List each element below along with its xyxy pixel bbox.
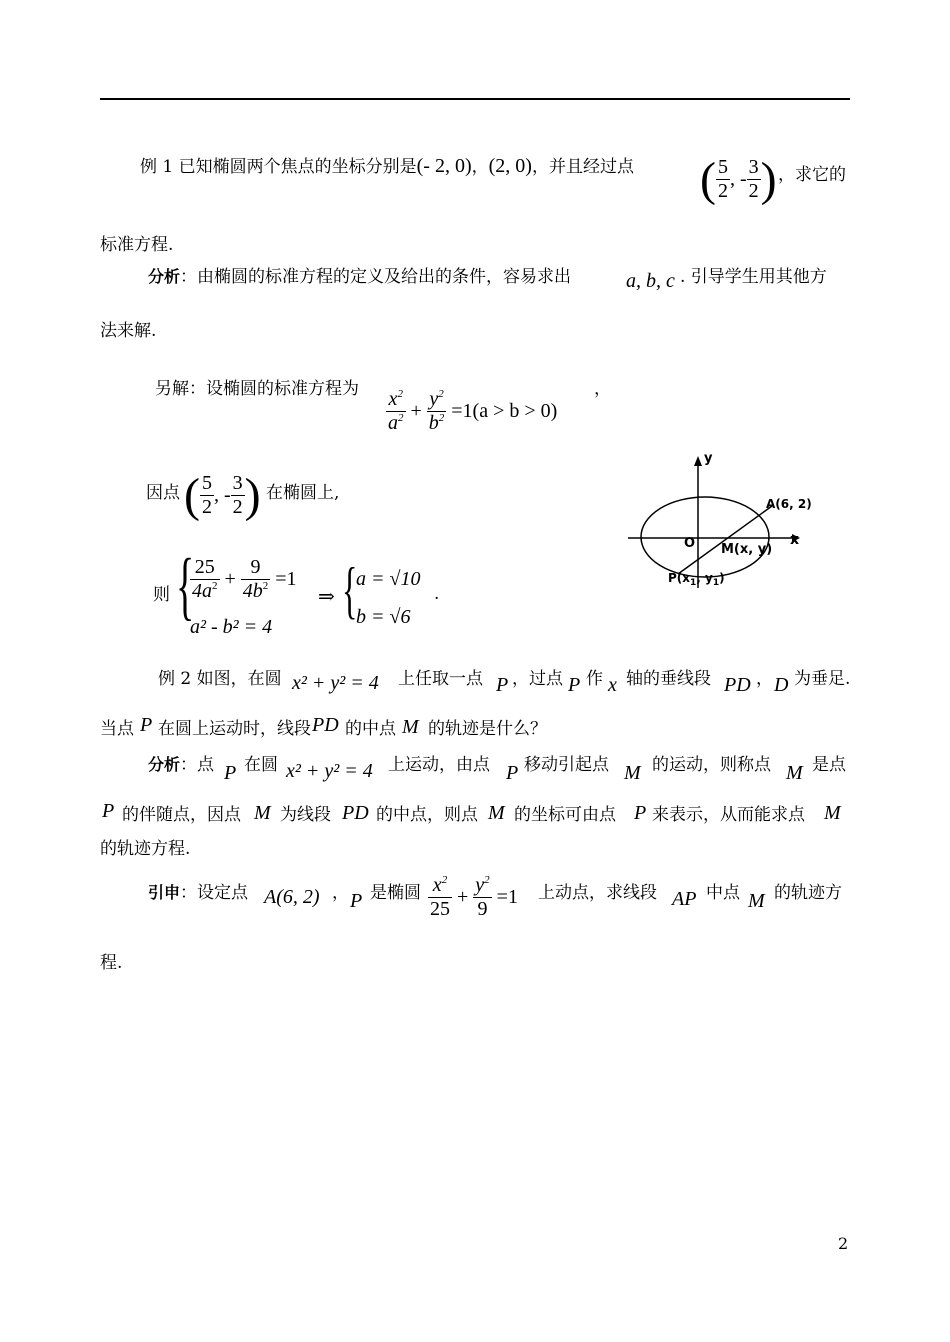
solution-a: a = √10 xyxy=(356,568,421,590)
fraction xyxy=(747,156,761,203)
text: ：点 xyxy=(180,755,215,775)
example-1-line-2: 标准方程. xyxy=(100,235,174,255)
circle-equation: x² + y² = 4 xyxy=(286,760,373,782)
text: 程. xyxy=(100,953,123,973)
text: 已知椭圆两个焦点的坐标分别是 xyxy=(178,157,417,177)
part: P(x xyxy=(668,571,691,585)
example-2-label: 例 2 xyxy=(158,669,192,689)
text: 移动引起点 xyxy=(524,755,609,775)
x-axis-label: x xyxy=(790,532,800,548)
var: b xyxy=(428,412,439,434)
origin-label: O xyxy=(684,536,696,551)
var-p: P xyxy=(102,800,115,822)
text: 作 xyxy=(586,669,603,689)
point-m-label: M(x, y) xyxy=(721,542,773,557)
text: 的中点 xyxy=(345,719,396,739)
text: 上任取一点 xyxy=(398,669,483,689)
var-p: P xyxy=(506,762,519,784)
sub: 1 xyxy=(712,578,720,588)
y-arrow xyxy=(694,456,702,466)
ellipse-equation-2: $\frac{x^2}{25}$ + $\frac{y^2}{9}$ =1 xyxy=(430,874,518,920)
text: ，并且经过点 xyxy=(531,157,634,177)
numerator: $x^2$ xyxy=(386,388,406,412)
example-1-label: 例 1 xyxy=(140,157,174,177)
analysis-2-label: 分析 xyxy=(148,755,181,774)
ellipse-curve xyxy=(641,497,769,577)
text: ， xyxy=(756,669,773,689)
text: 上动点，求线段 xyxy=(538,883,657,903)
denominator: $b^2$ xyxy=(428,412,445,434)
var-p: P xyxy=(224,762,237,784)
solution-period: . xyxy=(434,584,440,604)
analysis-2-line-1-start xyxy=(148,750,214,775)
separator: , - xyxy=(729,168,747,190)
var-p: P xyxy=(496,674,509,696)
example-1-line-1 xyxy=(140,152,634,178)
analysis-1-tail: . 引导学生用其他方 xyxy=(680,267,827,287)
denominator: $4a^2$ xyxy=(192,580,218,602)
analysis-1-line-2: 法来解. xyxy=(100,321,157,341)
numerator: $x^2$ xyxy=(428,874,452,898)
var-m: M xyxy=(254,802,271,824)
denominator: 2 xyxy=(201,496,212,518)
text: ， xyxy=(471,157,489,177)
text: 的伴随点，因点 xyxy=(122,805,241,825)
analysis-1-line-1 xyxy=(148,262,571,287)
left-brace-1: { xyxy=(176,544,195,628)
text: 在圆 xyxy=(244,755,278,775)
text: 如图，在圆 xyxy=(196,669,282,689)
text: 在圆上运动时，线段 xyxy=(158,719,311,739)
var-p: P xyxy=(634,802,647,824)
numerator: $y^2$ xyxy=(475,874,490,896)
var-pd: PD xyxy=(312,714,339,736)
var-m: M xyxy=(748,890,765,912)
numerator: 25 xyxy=(190,556,220,580)
text: 是椭圆 xyxy=(370,883,421,903)
denominator: $a^2$ xyxy=(388,412,404,434)
alt-solution-intro: 另解：设椭圆的标准方程为 xyxy=(155,379,359,399)
numerator: 9 xyxy=(241,556,271,580)
var: 4a xyxy=(192,580,212,602)
denominator: 2 xyxy=(232,496,243,518)
text: 的轨迹方程. xyxy=(100,839,191,859)
text: 上运动，由点 xyxy=(388,755,490,775)
var-pd: PD xyxy=(724,674,751,696)
text: ：设定点 xyxy=(180,883,249,903)
var-m: M xyxy=(624,762,641,784)
var: y xyxy=(475,874,485,896)
numerator: 5 xyxy=(201,472,212,494)
denominator: 2 xyxy=(717,180,728,202)
system-equation-1: $\frac{25}{4a^2}$ + $\frac{9}{4b^2}$ =1 xyxy=(192,556,297,602)
alt-point-intro: 因点 xyxy=(146,483,180,503)
text: 为垂足. xyxy=(794,669,851,689)
text: 的轨迹方 xyxy=(774,883,842,903)
left-brace-2: { xyxy=(342,554,358,625)
text: 的中点，则点 xyxy=(376,805,478,825)
then-label: 则 xyxy=(153,585,170,605)
text: 的轨迹是什么？ xyxy=(428,719,547,739)
circle-equation: x² + y² = 4 xyxy=(292,672,379,694)
var-p: P xyxy=(140,714,153,736)
var-p: P xyxy=(350,890,363,912)
focus-1: (- 2, 0) xyxy=(416,155,472,177)
var-x: x xyxy=(608,674,617,696)
part: ) xyxy=(719,571,725,585)
extension-line-start xyxy=(148,878,248,903)
var: x xyxy=(432,874,442,896)
var: x xyxy=(388,388,398,410)
text: ，过点 xyxy=(512,669,563,689)
var-m: M xyxy=(786,762,803,784)
page-number: 2 xyxy=(838,1234,849,1253)
var-m: M xyxy=(488,802,505,824)
var: y xyxy=(429,388,439,410)
text: 当点 xyxy=(100,719,134,739)
fraction xyxy=(231,472,245,519)
point-p-label xyxy=(668,571,725,588)
implies-arrow: ⇒ xyxy=(318,586,335,608)
point-a: A(6, 2) xyxy=(264,886,320,908)
var: a xyxy=(388,412,398,434)
system-equation-2: a² - b² = 4 xyxy=(190,616,273,638)
numerator: 5 xyxy=(717,156,728,178)
point-vector-2: ( $\frac{5}{2}$ , - $\frac{3}{2}$ ) xyxy=(184,469,261,522)
extension-label: 引申 xyxy=(148,883,181,902)
var-ap: AP xyxy=(672,888,697,910)
var-m: M xyxy=(402,716,419,738)
sub: 1 xyxy=(690,578,697,588)
rhs: =1 xyxy=(275,568,297,590)
var-p: P xyxy=(568,674,581,696)
var-d: D xyxy=(774,674,789,696)
condition: =1(a > b > 0) xyxy=(451,400,558,422)
text: ， xyxy=(332,883,349,903)
ellipse-figure xyxy=(620,450,820,590)
solution-b: b = √6 xyxy=(356,606,411,628)
var: 4b xyxy=(242,580,263,602)
alt-comma: ， xyxy=(594,379,611,399)
text: 是点 xyxy=(812,755,846,775)
abc-variables: a, b, c xyxy=(626,270,675,292)
part: , y xyxy=(696,571,713,585)
analysis-1-label: 分析 xyxy=(148,267,181,286)
numerator: $y^2$ xyxy=(427,388,447,412)
numerator: 3 xyxy=(748,156,759,178)
fraction xyxy=(428,874,452,921)
text: 轴的垂线段 xyxy=(626,669,711,689)
focus-2: (2, 0) xyxy=(488,155,532,177)
example-1-tail: ，求它的 xyxy=(778,165,846,185)
text: 的运动，则称点 xyxy=(652,755,771,775)
rhs: =1 xyxy=(496,886,518,908)
text: ：由椭圆的标准方程的定义及给出的条件，容易求出 xyxy=(180,267,572,287)
fraction xyxy=(190,556,220,603)
denominator: 25 xyxy=(430,898,450,920)
point-a-label: A(6, 2) xyxy=(766,497,812,511)
fraction xyxy=(200,472,214,519)
separator: , - xyxy=(213,484,231,506)
y-axis-label: y xyxy=(704,451,713,466)
fraction xyxy=(427,388,447,435)
fraction xyxy=(473,874,491,921)
example-2-line-1 xyxy=(158,664,282,689)
text: 为线段 xyxy=(280,805,331,825)
denominator: 9 xyxy=(477,898,488,920)
var-m: M xyxy=(824,802,841,824)
fraction xyxy=(716,156,730,203)
denominator: 2 xyxy=(748,180,759,202)
alt-on-ellipse: 在椭圆上, xyxy=(266,483,340,503)
numerator: 3 xyxy=(232,472,243,494)
var-pd: PD xyxy=(342,802,369,824)
text: 来表示，从而能求点 xyxy=(652,805,805,825)
text: 的坐标可由点 xyxy=(514,805,616,825)
point-vector-1: ( $\frac{5}{2}$ , - $\frac{3}{2}$ ) xyxy=(700,153,777,206)
fraction xyxy=(241,556,271,603)
text: 中点 xyxy=(706,883,740,903)
header-rule xyxy=(100,98,850,100)
denominator: $4b^2$ xyxy=(242,580,269,602)
ellipse-standard-equation: $\frac{x^2}{a^2}$ + $\frac{y^2}{b^2}$ =1(a > b > 0) xyxy=(388,388,558,434)
fraction xyxy=(386,388,406,435)
